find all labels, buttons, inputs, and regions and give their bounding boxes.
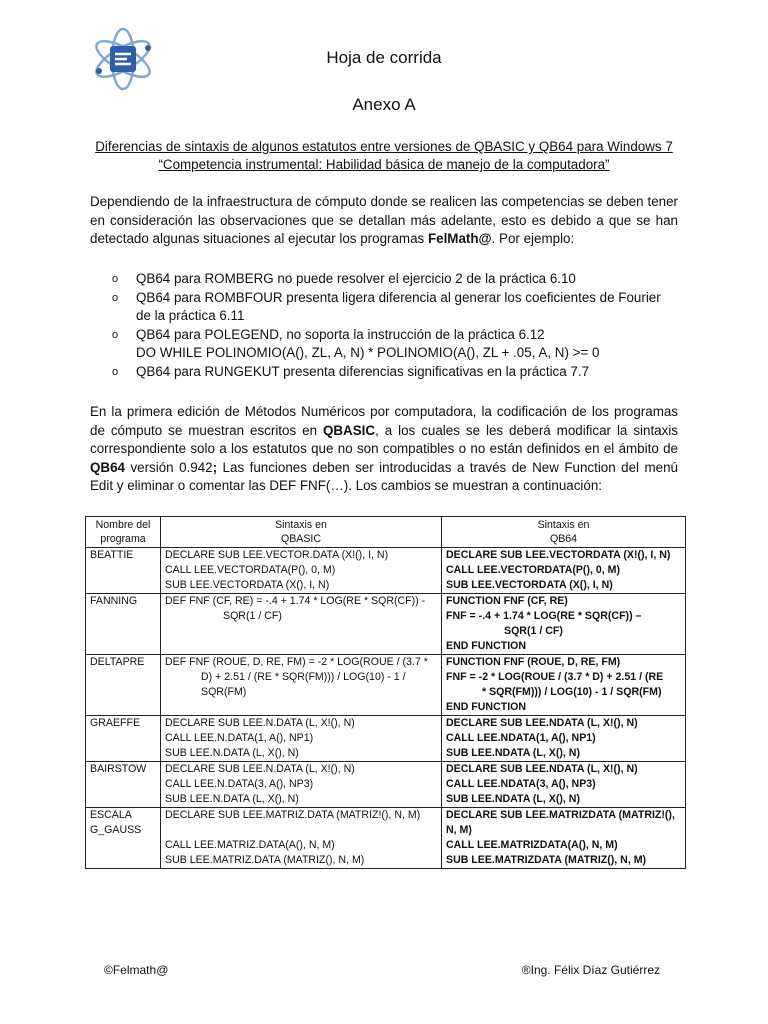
bullet-circle-icon: o bbox=[112, 273, 119, 285]
bullet-circle-icon: o bbox=[112, 365, 119, 378]
document-heading-line1: Diferencias de sintaxis de algunos estatutos entre versiones de QBASIC y QB64 para Windows 7 bbox=[95, 139, 673, 154]
cell-line: FANNING bbox=[90, 595, 138, 607]
list-item-text: QB64 para ROMBFOUR presenta ligera diferencia al generar los coeficientes de Fourier de la práctica 6.11 bbox=[136, 289, 661, 324]
cell-line: DECLARE SUB LEE.VECTORDATA (X!(), I, N) bbox=[446, 549, 671, 561]
cell-line: SUB LEE.NDATA (L, X(), N) bbox=[446, 747, 580, 759]
cell-line: DECLARE SUB LEE.N.DATA (L, X!(), N) bbox=[165, 763, 355, 775]
annex-title: Anexo A bbox=[352, 95, 416, 114]
header-text: Nombre del bbox=[95, 519, 151, 531]
cell-line: SQR(1 / CF) bbox=[223, 610, 282, 622]
cell-line: SUB LEE.MATRIZDATA (MATRIZ(), N, M) bbox=[446, 854, 647, 866]
cell-line: ESCALA bbox=[90, 809, 132, 821]
intro-paragraph bbox=[90, 193, 678, 249]
list-item-text: QB64 para POLEGEND, no soporta la instrucción de la práctica 6.12 bbox=[136, 326, 545, 342]
para-semicolon: ; bbox=[212, 459, 218, 475]
cell-line: CALL LEE.MATRIZDATA(A(), N, M) bbox=[446, 839, 618, 851]
header-text: Sintaxis en bbox=[537, 519, 590, 531]
bullet-circle-icon: o bbox=[112, 328, 119, 341]
intro-text: Dependiendo de la infraestructura de cómputo donde se realicen las competencias se deben tener en consideración las observaciones que se detallan más adelante, esto es debido a que se han detectado algunas situaciones al ejecutar los programas bbox=[90, 194, 678, 247]
cell-line: DECLARE SUB LEE.MATRIZDATA (MATRIZ!(), bbox=[446, 809, 675, 821]
header-text: programa bbox=[100, 533, 146, 545]
footer-copyright: ©Felmath@ bbox=[104, 963, 169, 977]
header-qbasic bbox=[161, 517, 442, 548]
cell-line: FNF = -2 * LOG(ROUE / (3.7 * D) + 2.51 / (RE bbox=[446, 671, 664, 683]
cell-line: CALL LEE.NDATA(1, A(), NP1) bbox=[446, 732, 596, 744]
qb64-cell bbox=[442, 594, 686, 655]
cell-line: CALL LEE.N.DATA(3, A(), NP3) bbox=[165, 778, 314, 790]
header-text: QB64 bbox=[549, 533, 578, 545]
qbasic-cell bbox=[161, 716, 442, 762]
qbasic-cell bbox=[161, 548, 442, 594]
program-name-cell bbox=[86, 716, 161, 762]
cell-line: SQR(FM) bbox=[201, 686, 247, 698]
cell-line: DEF FNF (ROUE, D, RE, FM) = -2 * LOG(ROUE / (3.7 * bbox=[165, 656, 428, 668]
cell-line: DECLARE SUB LEE.NDATA (L, X!(), N) bbox=[446, 717, 638, 729]
cell-line: SUB LEE.N.DATA (L, X(), N) bbox=[165, 747, 299, 759]
list-item-text: QB64 para RUNGEKUT presenta diferencias significativas en la práctica 7.7 bbox=[136, 363, 590, 379]
cell-line: FUNCTION FNF (ROUE, D, RE, FM) bbox=[446, 656, 621, 668]
program-name-cell bbox=[86, 548, 161, 594]
qb64-cell bbox=[442, 548, 686, 594]
list-item-code: DO WHILE POLINOMIO(A(), ZL, A, N) * POLINOMIO(A(), ZL + .05, A, N) >= 0 bbox=[136, 345, 600, 361]
para-qb64: QB64 bbox=[90, 459, 125, 475]
cell-line: DECLARE SUB LEE.N.DATA (L, X!(), N) bbox=[165, 717, 355, 729]
cell-line: CALL LEE.NDATA(3, A(), NP3) bbox=[446, 778, 596, 790]
qbasic-cell bbox=[161, 655, 442, 716]
para-qbasic: QBASIC bbox=[322, 422, 376, 438]
para-text: , a los cuales se les deberá modificar la sintaxis correspondiente solo a los estatutos que no son compatibles o no están definidos en el ámbito de bbox=[90, 422, 678, 457]
cell-line: GRAEFFE bbox=[90, 717, 141, 729]
program-name-cell bbox=[86, 762, 161, 808]
cell-line: SUB LEE.VECTORDATA (X(), I, N) bbox=[446, 579, 613, 591]
para-text: versión 0.942 bbox=[124, 459, 213, 475]
cell-line: * SQR(FM))) / LOG(10) - 1 / SQR(FM) bbox=[482, 686, 662, 698]
page-title: Hoja de corrida bbox=[326, 48, 442, 67]
syntax-comparison-table bbox=[85, 516, 686, 869]
cell-line: SUB LEE.MATRIZ.DATA (MATRIZ(), N, M) bbox=[165, 854, 365, 866]
list-item bbox=[112, 363, 678, 382]
intro-text-end: . Por ejemplo: bbox=[491, 231, 575, 247]
cell-line: BAIRSTOW bbox=[90, 763, 147, 775]
header-program-name bbox=[86, 517, 161, 548]
table-row bbox=[86, 808, 686, 869]
document-heading-line2: “Competencia instrumental: Habilidad básica de manejo de la computadora” bbox=[158, 157, 610, 172]
para-text: Las funciones deben ser introducidas a través de New Function del menú Edit y eliminar o comentar las DEF FNF(…). Los cambios se muestran a continuación: bbox=[90, 459, 678, 494]
program-name-cell bbox=[86, 655, 161, 716]
list-item bbox=[112, 270, 678, 289]
cell-line: SUB LEE.VECTORDATA (X(), I, N) bbox=[165, 579, 330, 591]
qbasic-cell bbox=[161, 762, 442, 808]
qbasic-cell bbox=[161, 594, 442, 655]
cell-line: SUB LEE.N.DATA (L, X(), N) bbox=[165, 793, 299, 805]
observations-list bbox=[112, 270, 678, 382]
cell-line: CALL LEE.VECTORDATA(P(), 0, M) bbox=[165, 564, 336, 576]
cell-line: FNF = -.4 + 1.74 * LOG(RE * SQR(CF)) – bbox=[446, 610, 642, 622]
program-name-cell bbox=[86, 808, 161, 869]
qb64-cell bbox=[442, 808, 686, 869]
cell-line: DECLARE SUB LEE.VECTOR.DATA (X!(), I, N) bbox=[165, 549, 389, 561]
cell-line: CALL LEE.N.DATA(1, A(), NP1) bbox=[165, 732, 314, 744]
header-text: QBASIC bbox=[280, 533, 322, 545]
cell-line: SUB LEE.NDATA (L, X(), N) bbox=[446, 793, 580, 805]
qb64-cell bbox=[442, 716, 686, 762]
list-item bbox=[112, 326, 678, 363]
cell-spacer bbox=[165, 823, 437, 838]
para-text: En la primera edición de Métodos Numéricos por computadora, la codificación de los programas de cómputo se muestran escritos en bbox=[90, 404, 678, 438]
table-row bbox=[86, 594, 686, 655]
cell-line: CALL LEE.VECTORDATA(P(), 0, M) bbox=[446, 564, 621, 576]
cell-line: SQR(1 / CF) bbox=[504, 625, 563, 637]
table-row bbox=[86, 655, 686, 716]
cell-line: CALL LEE.MATRIZ.DATA(A(), N, M) bbox=[165, 839, 335, 851]
bullet-circle-icon: o bbox=[112, 291, 119, 304]
intro-felmath: FelMath@ bbox=[427, 231, 492, 247]
list-item bbox=[112, 289, 678, 326]
cell-line: DEF FNF (CF, RE) = -.4 + 1.74 * LOG(RE * SQR(CF)) - bbox=[165, 595, 426, 607]
cell-line: G_GAUSS bbox=[90, 824, 142, 836]
qbasic-cell bbox=[161, 808, 442, 869]
table-row bbox=[86, 716, 686, 762]
qb64-cell bbox=[442, 762, 686, 808]
cell-line: END FUNCTION bbox=[446, 640, 527, 652]
table-row bbox=[86, 548, 686, 594]
table-header-row bbox=[86, 517, 686, 548]
cell-line: DELTAPRE bbox=[90, 656, 145, 668]
cell-line: FUNCTION FNF (CF, RE) bbox=[446, 595, 568, 607]
cell-line: BEATTIE bbox=[90, 549, 134, 561]
cell-line: DECLARE SUB LEE.MATRIZ.DATA (MATRIZ!(), N, M) bbox=[165, 809, 421, 821]
explanation-paragraph bbox=[90, 403, 678, 496]
cell-line: D) + 2.51 / (RE * SQR(FM))) / LOG(10) - 1 / bbox=[201, 671, 406, 683]
program-name-cell bbox=[86, 594, 161, 655]
table-row bbox=[86, 762, 686, 808]
list-item-text: QB64 para ROMBERG no puede resolver el ejercicio 2 de la práctica 6.10 bbox=[136, 271, 576, 286]
qb64-cell bbox=[442, 655, 686, 716]
header-text: Sintaxis en bbox=[275, 519, 327, 531]
cell-line: DECLARE SUB LEE.NDATA (L, X!(), N) bbox=[446, 763, 638, 775]
footer-author: ®Ing. Félix Díaz Gutiérrez bbox=[521, 963, 660, 977]
cell-line: N, M) bbox=[446, 824, 472, 836]
cell-line: END FUNCTION bbox=[446, 701, 527, 713]
header-qb64 bbox=[442, 517, 686, 548]
